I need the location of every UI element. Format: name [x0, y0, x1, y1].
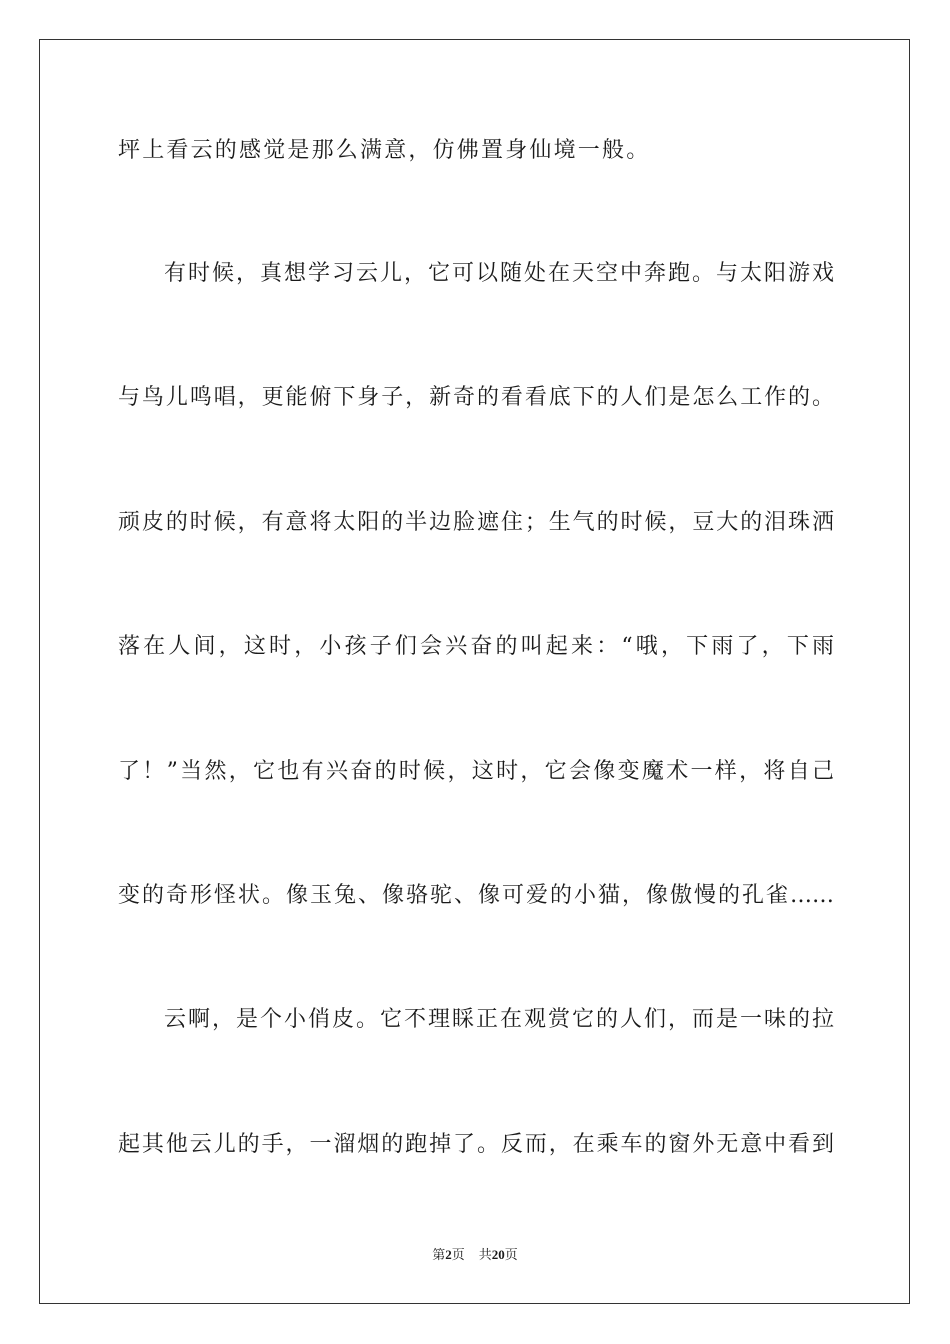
total-prefix: 共 [478, 1248, 492, 1263]
paragraph-line: 云啊，是个小俏皮。它不理睬正在观赏它的人们，而是一味的拉 [164, 1007, 834, 1032]
page-footer [0, 1246, 950, 1265]
paragraph-line: 了！”当然，它也有兴奋的时候，这时，它会像变魔术一样，将自己 [118, 759, 834, 784]
paragraph-line: 落在人间，这时，小孩子们会兴奋的叫起来：“哦，下雨了，下雨 [118, 634, 834, 659]
paragraph-line: 顽皮的时候，有意将太阳的半边脸遮住；生气的时候，豆大的泪珠洒 [118, 510, 834, 535]
total-suffix: 页 [504, 1248, 518, 1263]
page-suffix: 页 [451, 1248, 465, 1263]
paragraph-line: 有时候，真想学习云儿，它可以随处在天空中奔跑。与太阳游戏 [164, 261, 834, 286]
paragraph-line: 与鸟儿鸣唱，更能俯下身子，新奇的看看底下的人们是怎么工作的。 [118, 385, 834, 410]
total-pages: 20 [491, 1247, 505, 1262]
page-number: 2 [445, 1247, 452, 1262]
paragraph-line: 起其他云儿的手，一溜烟的跑掉了。反而，在乘车的窗外无意中看到 [118, 1132, 834, 1157]
page-border [39, 39, 910, 1304]
paragraph-line: 变的奇形怪状。像玉兔、像骆驼、像可爱的小猫，像傲慢的孔雀…… [118, 883, 834, 908]
paragraph-line: 坪上看云的感觉是那么满意，仿佛置身仙境一般。 [118, 138, 651, 163]
page-prefix: 第 [432, 1248, 446, 1263]
